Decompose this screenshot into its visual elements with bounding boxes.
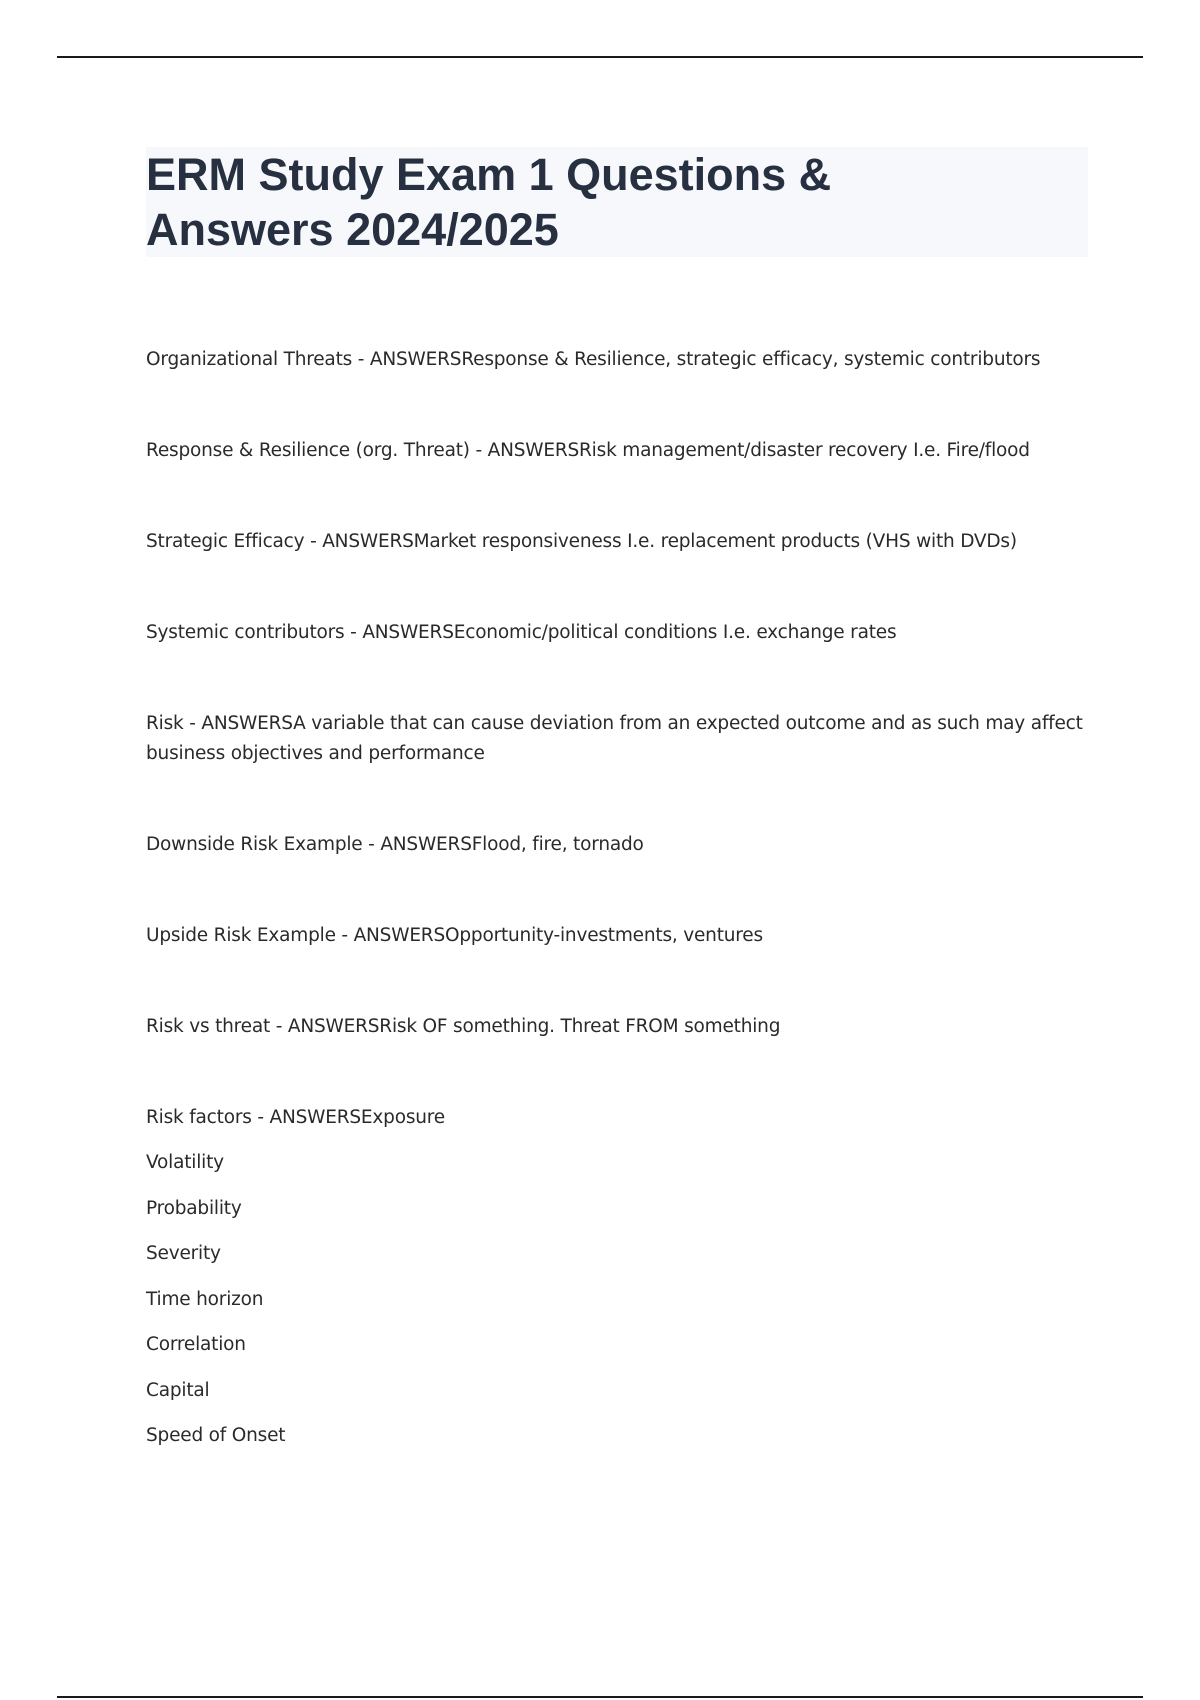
qa-text-line-2: business objectives and performance [146, 743, 485, 764]
bottom-divider [57, 1696, 1143, 1698]
qa-entry [146, 1012, 1086, 1042]
qa-text: Organizational Threats - ANSWERSResponse & Resilience, strategic efficacy, systemic contributors [146, 349, 1041, 370]
qa-text: Upside Risk Example - ANSWERSOpportunity-investments, ventures [146, 925, 763, 946]
risk-factor-item: Probability [146, 1198, 242, 1219]
risk-factor-item: Speed of Onset [146, 1425, 286, 1446]
qa-entry [146, 436, 1086, 466]
document-title: ERM Study Exam 1 Questions & Answers 2024/2025 [146, 149, 832, 255]
qa-entry [146, 618, 1086, 648]
qa-text: Downside Risk Example - ANSWERSFlood, fire, tornado [146, 834, 644, 855]
qa-entry [146, 921, 1086, 951]
qa-entry [146, 830, 1086, 860]
qa-entry [146, 1103, 1086, 1133]
qa-text: Systemic contributors - ANSWERSEconomic/political conditions I.e. exchange rates [146, 622, 897, 643]
risk-factor-item: Severity [146, 1243, 221, 1264]
qa-text: Risk vs threat - ANSWERSRisk OF something. Threat FROM something [146, 1016, 781, 1037]
risk-factor-item: Correlation [146, 1334, 246, 1355]
qa-text: Response & Resilience (org. Threat) - ANSWERSRisk management/disaster recovery I.e. Fire/flood [146, 440, 1030, 461]
qa-text: Strategic Efficacy - ANSWERSMarket responsiveness I.e. replacement products (VHS with DVDs) [146, 531, 1017, 552]
qa-text: Risk factors - ANSWERSExposure [146, 1107, 445, 1128]
top-divider [57, 56, 1143, 58]
qa-entry [146, 709, 1086, 769]
qa-entry [146, 527, 1086, 557]
risk-factor-item: Volatility [146, 1152, 224, 1173]
risk-factor-item: Time horizon [146, 1289, 264, 1310]
risk-factor-item: Capital [146, 1380, 210, 1401]
qa-text-line-1: Risk - ANSWERSA variable that can cause deviation from an expected outcome and as such may affect [146, 713, 1083, 734]
title-block [146, 147, 1088, 257]
qa-entry [146, 345, 1086, 375]
